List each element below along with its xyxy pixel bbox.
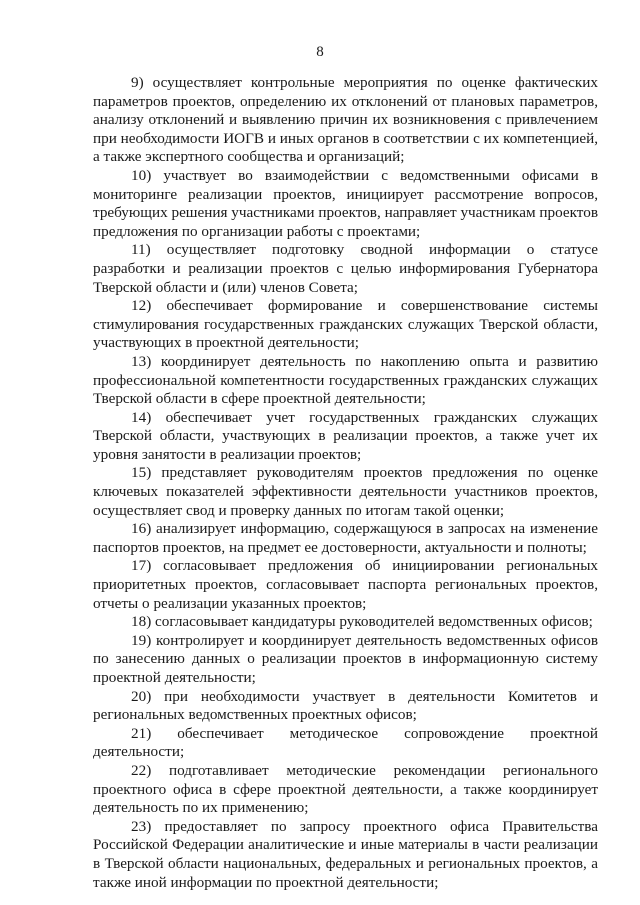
- list-item: 11) осуществляет подготовку сводной информации о статусе разработки и реализации проектов с целью информирования Губернатора Тверской области и (или) членов Совета;: [93, 241, 598, 296]
- list-item: 16) анализирует информацию, содержащуюся в запросах на изменение паспортов проектов, на предмет ее достоверности, актуальности и полноты;: [93, 520, 598, 556]
- list-item: 9) осуществляет контрольные мероприятия по оценке фактических параметров проектов, определению их отклонений от плановых параметров, анализу отклонений и выявлению причин их возникновения с привлечением при необходимости ИОГВ и иных органов в соответствии с их компетенцией, а также экспертного сообщества и организаций;: [93, 74, 598, 166]
- list-item: 17) согласовывает предложения об инициировании региональных приоритетных проектов, согласовывает паспорта региональных проектов, отчеты о реализации указанных проектов;: [93, 557, 598, 612]
- list-item: 18) согласовывает кандидатуры руководителей ведомственных офисов;: [131, 613, 593, 631]
- list-item: 13) координирует деятельность по накоплению опыта и развитию профессиональной компетентности государственных гражданских служащих Тверской области в сфере проектной деятельности;: [93, 352, 598, 408]
- document-body: [93, 74, 598, 892]
- list-item: 15) представляет руководителям проектов предложения по оценке ключевых показателей эффективности деятельности участников проектов, осуществляет свод и проверку данных по итогам такой оценки;: [93, 464, 598, 519]
- list-item: 14) обеспечивает учет государственных гражданских служащих Тверской области, участвующих в реализации проектов, а также учет их уровня занятости в реализации проектов;: [93, 408, 598, 463]
- list-item: 23) предоставляет по запросу проектного офиса Правительства Российской Федерации аналитические и иные материалы в части реализации в Тверской области национальных, федеральных и региональных проектов, а также иной информации по проектной деятельности;: [93, 817, 598, 891]
- list-item: 19) контролирует и координирует деятельность ведомственных офисов по занесению данных о реализации проектов в информационную систему проектной деятельности;: [93, 631, 598, 686]
- page-number: 8: [316, 44, 324, 60]
- list-item: 22) подготавливает методические рекомендации регионального проектного офиса в сфере проектной деятельности, а также координирует деятельность по их применению;: [93, 761, 598, 817]
- list-item: 21) обеспечивает методическое сопровождение проектной деятельности;: [93, 724, 598, 761]
- list-item: 12) обеспечивает формирование и совершенствование системы стимулирования государственных гражданских служащих Тверской области, участвующих в проектной деятельности;: [93, 297, 598, 352]
- list-item: 20) при необходимости участвует в деятельности Комитетов и региональных ведомственных проектных офисов;: [93, 687, 598, 724]
- list-item: 10) участвует во взаимодействии с ведомственными офисами в мониторинге реализации проектов, инициирует рассмотрение вопросов, требующих решения участниками проектов, направляет участникам проектов предложения по организации работы с проектами;: [93, 166, 598, 240]
